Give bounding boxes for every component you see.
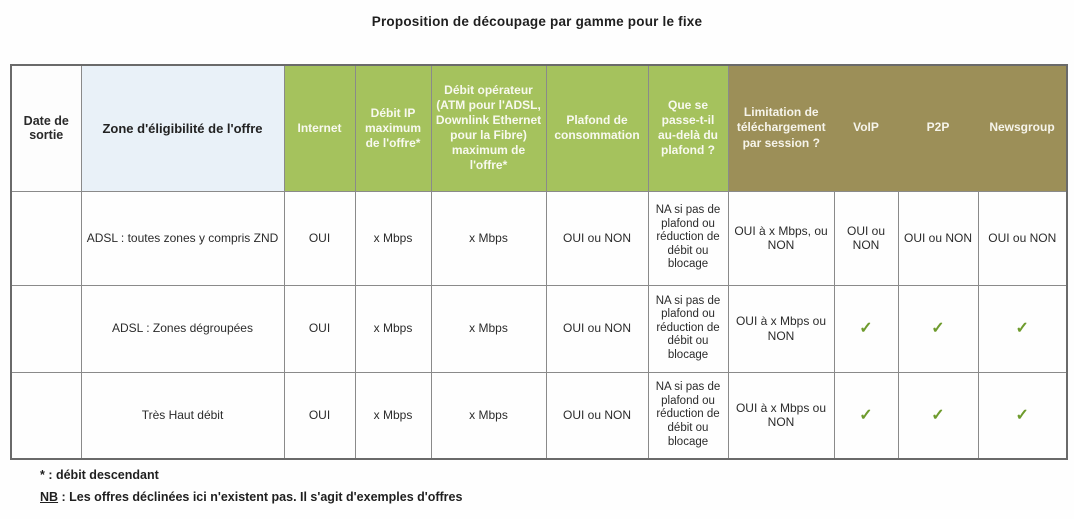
header-internet: Internet (284, 65, 355, 191)
cell-debit-ip: x Mbps (355, 285, 431, 372)
header-newsgroup: Newsgroup (978, 65, 1067, 191)
footnote-nb-text: : Les offres déclinées ici n'existent pas. Il s'agit d'exemples d'offres (58, 490, 463, 504)
cell-internet: OUI (284, 372, 355, 459)
cell-debit-operateur: x Mbps (431, 191, 546, 285)
checkmark-p2p: ✓ (898, 372, 978, 459)
cell-p2p: OUI ou NON (898, 191, 978, 285)
header-debit-operateur: Débit opérateur (ATM pour l'ADSL, Downlink Ethernet pour la Fibre) maximum de l'offre* (431, 65, 546, 191)
cell-limitation: OUI à x Mbps ou NON (728, 285, 834, 372)
cell-date (11, 372, 81, 459)
cell-debit-ip: x Mbps (355, 372, 431, 459)
cell-limitation: OUI à x Mbps ou NON (728, 372, 834, 459)
header-p2p: P2P (898, 65, 978, 191)
cell-newsgroup: OUI ou NON (978, 191, 1067, 285)
header-plafond-consommation: Plafond de consommation (546, 65, 648, 191)
checkmark-voip: ✓ (834, 285, 898, 372)
checkmark-newsgroup: ✓ (978, 285, 1067, 372)
cell-debit-operateur: x Mbps (431, 285, 546, 372)
header-debit-ip: Débit IP maximum de l'offre* (355, 65, 431, 191)
table-row-tres-haut-debit (11, 372, 1067, 459)
cell-au-dela-plafond: NA si pas de plafond ou réduction de débit ou blocage (648, 372, 728, 459)
header-limitation-telechargement: Limitation de téléchargement par session ? (728, 65, 834, 191)
cell-date (11, 191, 81, 285)
header-au-dela-plafond: Que se passe-t-il au-delà du plafond ? (648, 65, 728, 191)
footnote-asterisk: * : débit descendant (40, 468, 159, 482)
footnote-nb (40, 490, 462, 504)
cell-limitation: OUI à x Mbps, ou NON (728, 191, 834, 285)
checkmark-newsgroup: ✓ (978, 372, 1067, 459)
cell-zone: ADSL : toutes zones y compris ZND (81, 191, 284, 285)
cell-plafond: OUI ou NON (546, 285, 648, 372)
cell-internet: OUI (284, 285, 355, 372)
header-zone-eligibilite: Zone d'éligibilité de l'offre (81, 65, 284, 191)
document-title: Proposition de découpage par gamme pour le fixe (371, 14, 703, 29)
cell-internet: OUI (284, 191, 355, 285)
cell-zone: ADSL : Zones dégroupées (81, 285, 284, 372)
cell-debit-operateur: x Mbps (431, 372, 546, 459)
checkmark-p2p: ✓ (898, 285, 978, 372)
cell-debit-ip: x Mbps (355, 191, 431, 285)
footnote-nb-label: NB (40, 490, 59, 504)
cell-au-dela-plafond: NA si pas de plafond ou réduction de débit ou blocage (648, 191, 728, 285)
offer-comparison-table (10, 64, 1068, 460)
cell-zone: Très Haut débit (81, 372, 284, 459)
cell-plafond: OUI ou NON (546, 191, 648, 285)
table-row-adsl-zones-degroupees (11, 285, 1067, 372)
cell-plafond: OUI ou NON (546, 372, 648, 459)
header-voip: VoIP (834, 65, 898, 191)
table-row-adsl-toutes-zones (11, 191, 1067, 285)
table-header-row (11, 65, 1067, 191)
header-date-de-sortie: Date de sortie (11, 65, 81, 191)
checkmark-voip: ✓ (834, 372, 898, 459)
cell-au-dela-plafond: NA si pas de plafond ou réduction de débit ou blocage (648, 285, 728, 372)
cell-date (11, 285, 81, 372)
cell-voip: OUI ou NON (834, 191, 898, 285)
